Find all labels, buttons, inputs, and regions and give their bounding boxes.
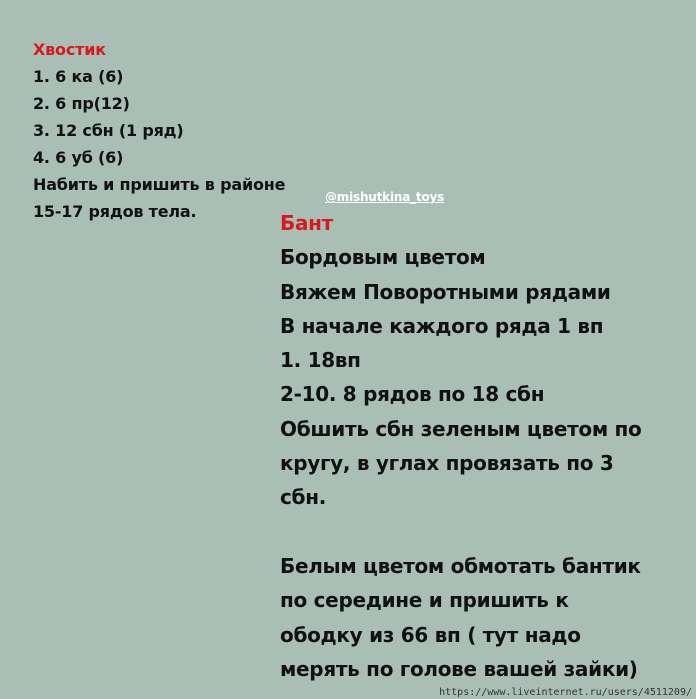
bow-line-10: Белым цветом обмотать бантик xyxy=(280,553,641,578)
bow-line-7: кругу, в углах провязать по 3 xyxy=(280,451,614,476)
bow-rows-2-10: 2-10. 8 рядов по 18 сбн xyxy=(280,382,545,407)
bow-line-13: мерять по голове вашей зайки) xyxy=(280,656,638,681)
bow-section xyxy=(280,206,641,686)
bow-line-8: сбн. xyxy=(280,485,327,510)
tail-row-3: 3. 12 сбн (1 ряд) xyxy=(33,121,184,140)
tail-row-1: 1. 6 ка (6) xyxy=(33,67,124,86)
tail-row-4: 4. 6 уб (6) xyxy=(33,148,124,167)
bow-line-2: Вяжем Поворотными рядами xyxy=(280,279,611,304)
bow-row-1: 1. 18вп xyxy=(280,348,361,373)
bow-line-11: по середине и пришить к xyxy=(280,588,569,613)
tail-section xyxy=(33,36,285,225)
tail-row-2: 2. 6 пр(12) xyxy=(33,94,130,113)
bow-title: Бант xyxy=(280,211,333,235)
tail-title: Хвостик xyxy=(33,40,106,59)
author-watermark: @mishutkina_toys xyxy=(325,190,445,204)
tail-instruction-2: 15-17 рядов тела. xyxy=(33,202,197,221)
bow-line-1: Бордовым цветом xyxy=(280,245,486,270)
paragraph-spacer xyxy=(280,515,641,549)
source-url: https://www.liveinternet.ru/users/4511209/ xyxy=(439,687,692,698)
bow-line-12: ободку из 66 вп ( тут надо xyxy=(280,622,581,647)
tail-instruction-1: Набить и пришить в районе xyxy=(33,175,286,194)
bow-line-6: Обшить сбн зеленым цветом по xyxy=(280,416,642,441)
bow-line-3: В начале каждого ряда 1 вп xyxy=(280,313,604,338)
